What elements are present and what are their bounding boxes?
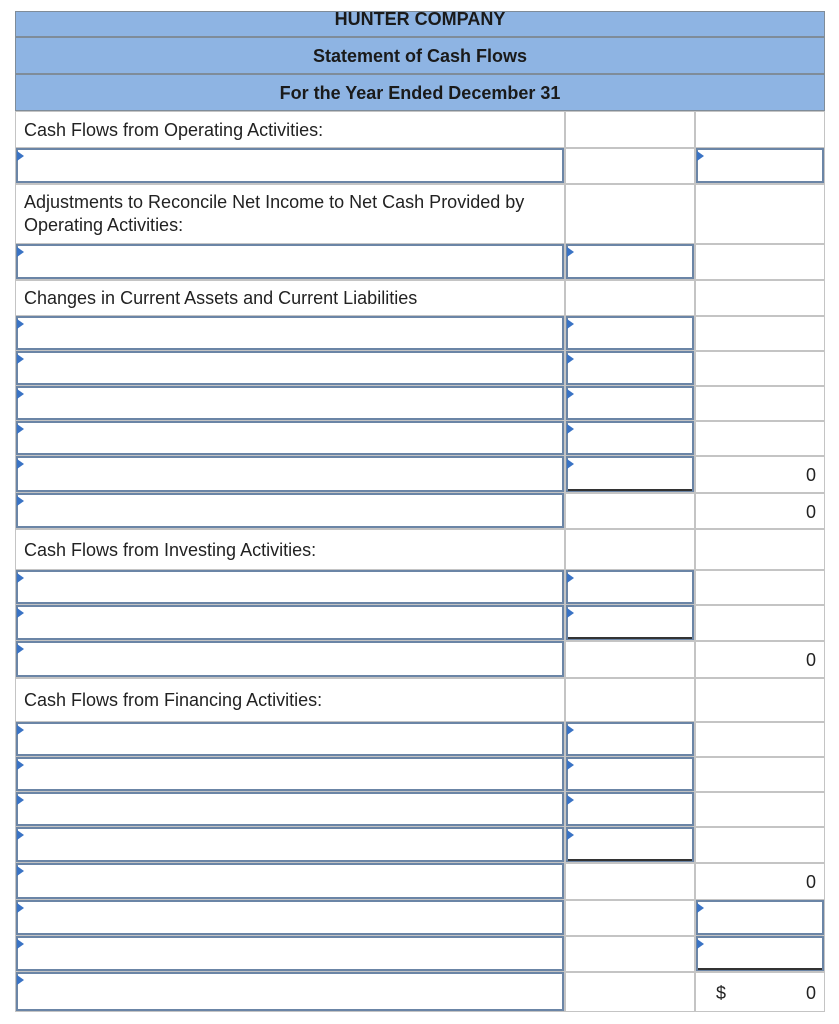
dropdown-marker-icon [567,389,574,399]
row-net-change-cash [15,900,825,936]
change-item-amount-input[interactable] [566,456,694,492]
dropdown-marker-icon [567,830,574,840]
changes-section-label: Changes in Current Assets and Current Liabilities [24,288,418,308]
net-investing-label-dropdown[interactable] [16,641,564,677]
row-net-income [15,148,825,184]
dropdown-marker-icon [17,459,24,469]
dropdown-marker-icon [567,795,574,805]
dropdown-marker-icon [17,496,24,506]
investing-item-amount-input[interactable] [566,605,694,640]
dropdown-marker-icon [17,830,24,840]
change-item-label-dropdown[interactable] [16,351,564,385]
financing-section-label: Cash Flows from Financing Activities: [24,690,323,710]
row-investing-label [15,529,825,570]
investing-section-label: Cash Flows from Investing Activities: [24,540,317,560]
changes-subtotal-value: 0 [805,465,816,485]
financing-item-amount-input[interactable] [566,792,694,826]
statement-title: Statement of Cash Flows [312,46,528,66]
dropdown-marker-icon [17,424,24,434]
ending-cash-label-dropdown[interactable] [16,972,564,1011]
row-ending-cash [15,972,825,1012]
beginning-cash-amount-input[interactable] [696,936,824,971]
beginning-cash-label-dropdown[interactable] [16,936,564,971]
dropdown-marker-icon [567,760,574,770]
row-financing-label [15,678,825,722]
dropdown-marker-icon [17,725,24,735]
dropdown-marker-icon [697,151,704,161]
dropdown-marker-icon [17,608,24,618]
company-name-header [15,11,825,37]
net-change-label-dropdown[interactable] [16,900,564,935]
net-financing-label-dropdown[interactable] [16,863,564,899]
change-item-amount-input[interactable] [566,316,694,350]
investing-item-amount-input[interactable] [566,570,694,604]
dropdown-marker-icon [17,354,24,364]
company-name: HUNTER COMPANY [334,9,506,29]
operating-section-label: Cash Flows from Operating Activities: [24,120,324,140]
dropdown-marker-icon [17,644,24,654]
dropdown-marker-icon [567,424,574,434]
dropdown-marker-icon [17,573,24,583]
financing-item-label-dropdown[interactable] [16,722,564,756]
investing-item-label-dropdown[interactable] [16,570,564,604]
row-financing-item [15,757,825,792]
financing-item-amount-input[interactable] [566,757,694,791]
subtotal-underline [568,489,692,491]
dropdown-marker-icon [17,760,24,770]
financing-item-amount-input[interactable] [566,722,694,756]
row-investing-item [15,605,825,641]
financing-item-label-dropdown[interactable] [16,792,564,826]
row-net-operating [15,493,825,529]
row-investing-item [15,570,825,605]
row-adjustments-label [15,184,825,244]
dropdown-marker-icon [567,725,574,735]
row-change-item [15,351,825,386]
statement-period: For the Year Ended December 31 [279,83,561,103]
financing-item-label-dropdown[interactable] [16,827,564,862]
change-item-amount-input[interactable] [566,386,694,420]
row-change-item [15,421,825,456]
dropdown-marker-icon [17,903,24,913]
row-operating-label [15,111,825,148]
financing-item-amount-input[interactable] [566,827,694,862]
row-change-item [15,316,825,351]
subtotal-underline [568,859,692,861]
total-underline [698,968,822,970]
row-financing-item [15,827,825,863]
net-operating-value: 0 [805,502,816,522]
dropdown-marker-icon [567,459,574,469]
change-item-label-dropdown[interactable] [16,456,564,492]
dropdown-marker-icon [697,903,704,913]
dropdown-marker-icon [697,939,704,949]
subtotal-underline [568,637,692,639]
dropdown-marker-icon [17,247,24,257]
row-adjustment-item [15,244,825,280]
dropdown-marker-icon [17,389,24,399]
net-income-amount-input[interactable] [696,148,824,183]
row-net-financing [15,863,825,900]
dropdown-marker-icon [17,795,24,805]
net-operating-label-dropdown[interactable] [16,493,564,528]
dropdown-marker-icon [567,608,574,618]
adjustment-amount-input[interactable] [566,244,694,279]
row-financing-item [15,722,825,757]
row-financing-item [15,792,825,827]
adjustment-label-dropdown[interactable] [16,244,564,279]
dropdown-marker-icon [567,247,574,257]
net-change-amount-input[interactable] [696,900,824,935]
change-item-amount-input[interactable] [566,351,694,385]
change-item-amount-input[interactable] [566,421,694,455]
ending-cash-value: 0 [805,983,816,1003]
row-changes-label [15,280,825,316]
net-investing-value: 0 [805,650,816,670]
dropdown-marker-icon [17,319,24,329]
dropdown-marker-icon [17,151,24,161]
period-header [15,74,825,111]
financing-item-label-dropdown[interactable] [16,757,564,791]
net-financing-value: 0 [805,872,816,892]
row-beginning-cash [15,936,825,972]
change-item-label-dropdown[interactable] [16,386,564,420]
dropdown-marker-icon [17,939,24,949]
net-income-label-dropdown[interactable] [16,148,564,183]
change-item-label-dropdown[interactable] [16,421,564,455]
dropdown-marker-icon [17,975,24,985]
statement-title-header [15,37,825,74]
change-item-label-dropdown[interactable] [16,316,564,350]
dropdown-marker-icon [17,866,24,876]
investing-item-label-dropdown[interactable] [16,605,564,640]
currency-symbol: $ [716,983,727,1003]
dropdown-marker-icon [567,573,574,583]
dropdown-marker-icon [567,319,574,329]
row-change-item-last [15,456,825,493]
row-net-investing [15,641,825,678]
adjustments-section-label: Adjustments to Reconcile Net Income to Net Cash Provided by Operating Activities: [24,192,525,235]
dropdown-marker-icon [567,354,574,364]
row-change-item [15,386,825,421]
